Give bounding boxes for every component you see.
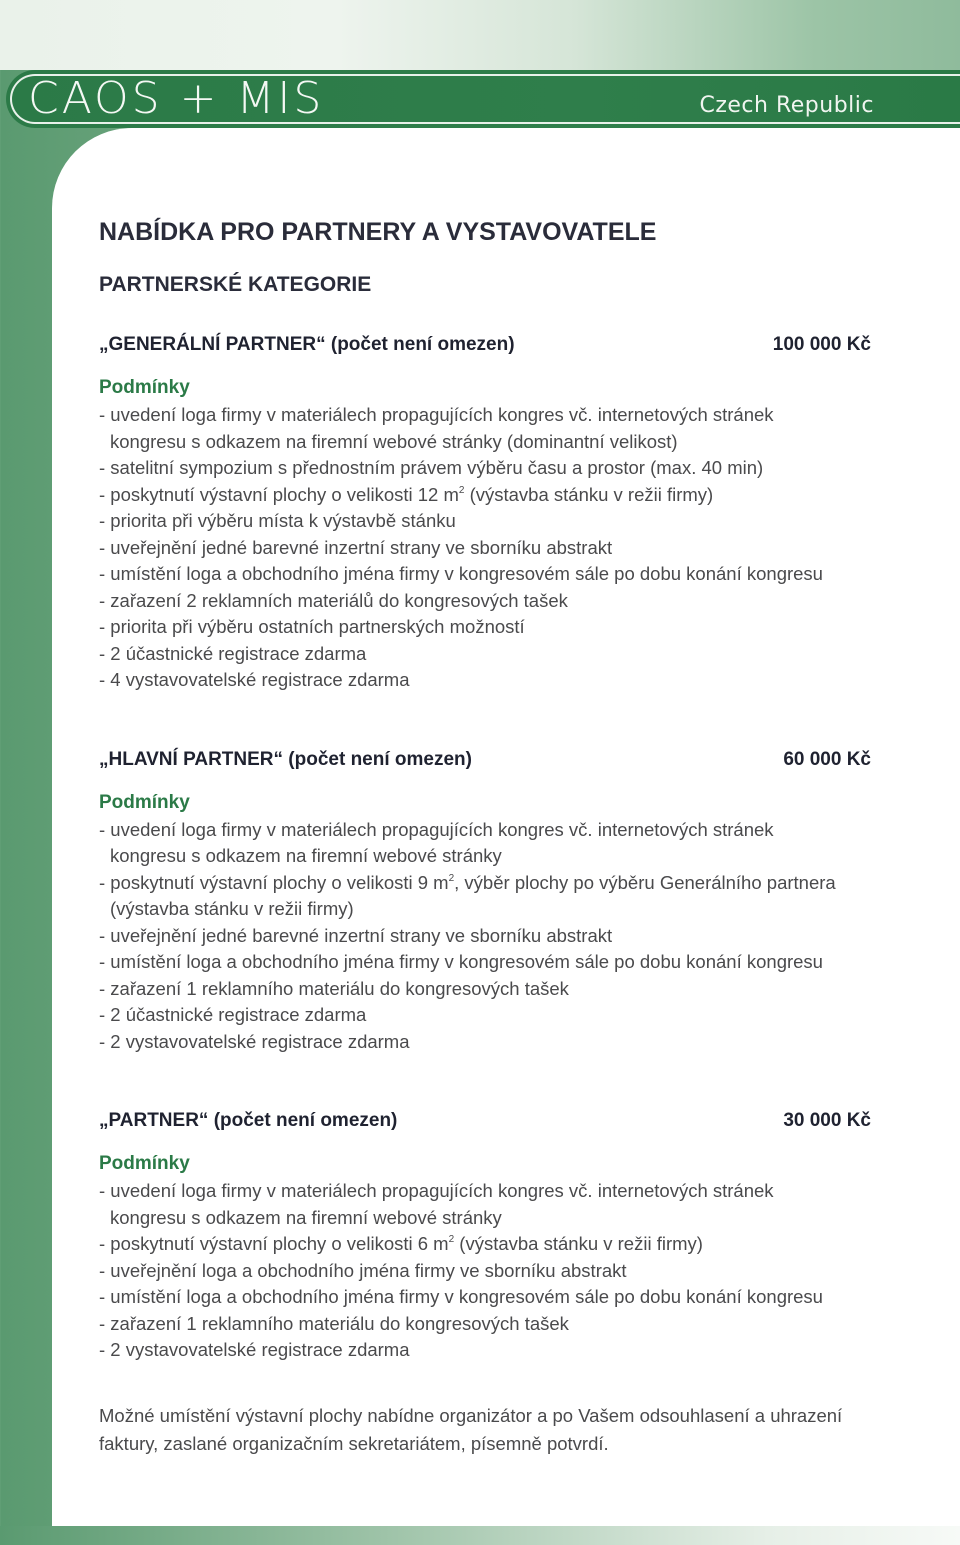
condition-item: - 2 účastnické registrace zdarma [99,1004,367,1025]
superscript: 2 [448,872,455,884]
condition-item: - umístění loga a obchodního jména firmy v kongresovém sále po dobu konání kongresu [99,563,823,584]
header-title: CAOS + MIS [28,73,325,124]
conditions-label: Podmínky [99,791,190,813]
category-price: 60 000 Kč [783,748,871,770]
condition-item: - 2 vystavovatelské registrace zdarma [99,1030,410,1052]
condition-item: - uvedení loga firmy v materiálech propagujících kongres vč. internetových stránek [99,404,774,425]
category-price: 100 000 Kč [772,334,871,355]
condition-item: - uveřejnění loga a obchodního jména firmy ve sborníku abstrakt [99,1259,627,1281]
condition-item: - zařazení 1 reklamního materiálu do kongresových tašek [99,1312,569,1334]
condition-text: (výstavba stánku v režii firmy) [454,1233,703,1254]
category-name: „PARTNER“ (počet není omezen) [99,1110,398,1131]
page-subtitle: PARTNERSKÉ KATEGORIE [99,273,372,296]
category-name: „HLAVNÍ PARTNER“ (počet není omezen) [99,748,472,770]
condition-item: kongresu s odkazem na firemní webové stránky (dominantní velikost) [110,430,678,452]
condition-item: (výstavba stánku v režii firmy) [110,898,354,919]
condition-text: (výstavba stánku v režii firmy) [464,483,714,505]
page-title: NABÍDKA PRO PARTNERY A VYSTAVOVATELE [99,218,657,246]
condition-item: - priorita při výběru ostatních partnerských možností [99,616,525,637]
condition-item: kongresu s odkazem na firemní webové stránky [110,1206,502,1228]
condition-item: - uveřejnění jedné barevné inzertní strany ve sborníku abstrakt [99,924,613,946]
header-country: Czech Republic [699,93,874,118]
condition-text: , výběr plochy po výběru Generálního partnera [454,871,836,893]
partner-category-general [99,331,871,694]
condition-item: - uvedení loga firmy v materiálech propagujících kongres vč. internetových stránek [99,818,774,840]
condition-item [99,1231,871,1258]
superscript: 2 [458,484,465,496]
conditions-label: Podmínky [99,377,190,398]
condition-item: - uvedení loga firmy v materiálech propagujících kongres vč. internetových stránek [99,1180,774,1201]
closing-note: Možné umístění výstavní plochy nabídne organizátor a po Vašem odsouhlasení a uhrazení faktury, zaslané organizačním sekretariátem, písemně potvrdí. [99,1404,843,1454]
document-content [99,212,871,1458]
partner-category-partner [99,1107,871,1364]
condition-item: - priorita při výběru místa k výstavbě stánku [99,510,456,531]
partner-category-main [99,746,871,1056]
condition-item: - 4 vystavovatelské registrace zdarma [99,669,410,690]
condition-item [99,482,871,509]
condition-item: - 2 vystavovatelské registrace zdarma [99,1339,410,1360]
condition-text: - poskytnutí výstavní plochy o velikosti 9 m [99,871,449,893]
top-background-strip [0,0,960,70]
condition-item: - uveřejnění jedné barevné inzertní strany ve sborníku abstrakt [99,536,613,558]
category-price: 30 000 Kč [783,1110,871,1131]
condition-item: - zařazení 1 reklamního materiálu do kongresových tašek [99,977,569,999]
conditions-label: Podmínky [99,1153,190,1174]
category-name: „GENERÁLNÍ PARTNER“ (počet není omezen) [99,334,515,355]
condition-text: - poskytnutí výstavní plochy o velikosti 12 m [99,483,459,505]
condition-item: - 2 účastnické registrace zdarma [99,642,367,664]
condition-item: - satelitní sympozium s přednostním právem výběru času a prostor (max. 40 min) [99,457,764,478]
bottom-background-strip [0,1526,960,1545]
condition-item [99,870,871,897]
superscript: 2 [448,1234,455,1245]
condition-item: - umístění loga a obchodního jména firmy v kongresovém sále po dobu konání kongresu [99,951,823,972]
condition-item: - zařazení 2 reklamních materiálů do kongresových tašek [99,589,568,611]
condition-text: - poskytnutí výstavní plochy o velikosti 6 m [99,1233,449,1254]
condition-item: kongresu s odkazem na firemní webové stránky [110,845,502,866]
condition-item: - umístění loga a obchodního jména firmy v kongresovém sále po dobu konání kongresu [99,1286,823,1307]
